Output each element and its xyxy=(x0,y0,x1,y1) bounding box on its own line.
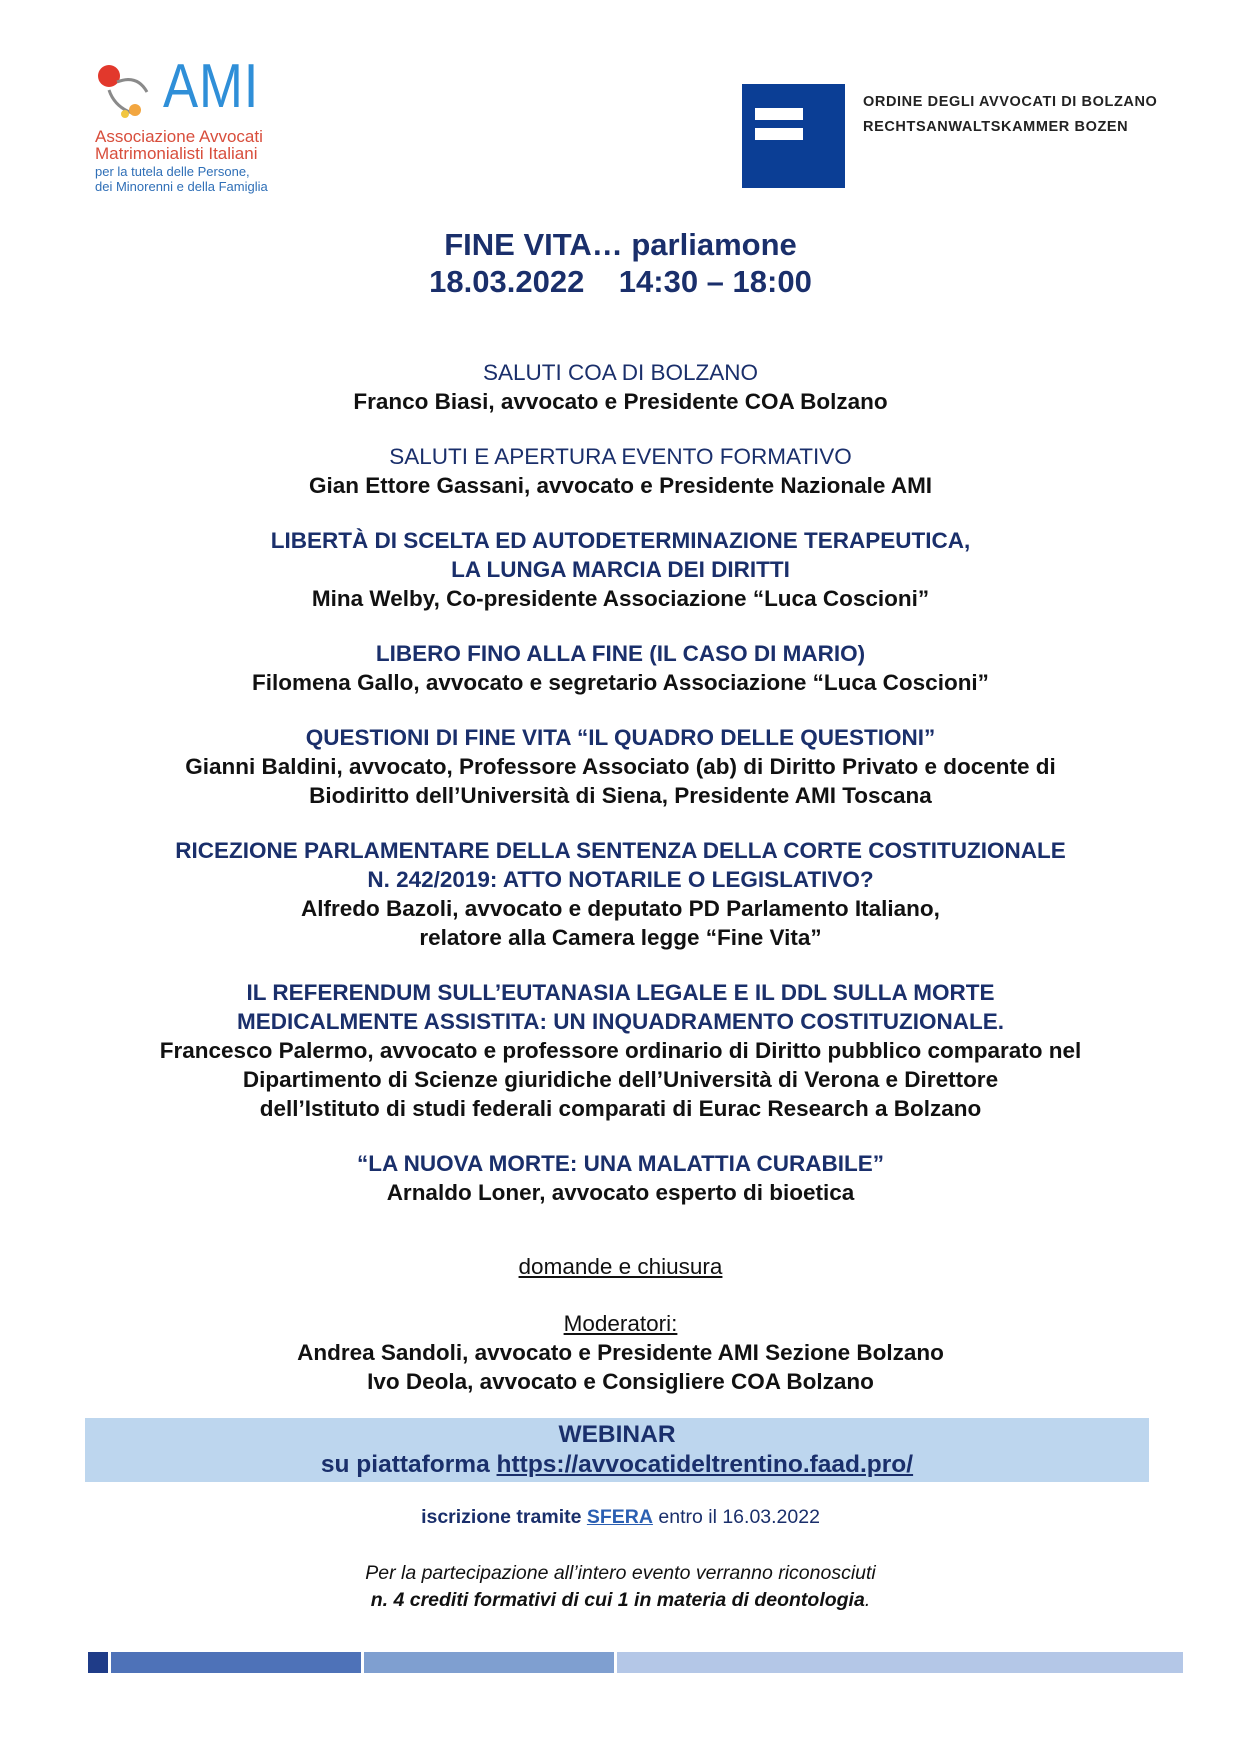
program-item xyxy=(80,639,1161,697)
footer-bar-segment xyxy=(364,1652,614,1673)
coa-name-german: RECHTSANWALTSKAMMER BOZEN xyxy=(863,119,1129,135)
program-item xyxy=(80,978,1161,1123)
session-heading: RICEZIONE PARLAMENTARE DELLA SENTENZA DELLA CORTE COSTITUZIONALE xyxy=(175,838,1066,863)
program-item xyxy=(80,526,1161,613)
session-heading: MEDICALMENTE ASSISTITA: UN INQUADRAMENTO COSTITUZIONALE. xyxy=(236,1009,1005,1034)
program-item xyxy=(80,358,1161,416)
ami-tagline-line1: per la tutela delle Persone, xyxy=(95,164,250,179)
session-heading: SALUTI COA DI BOLZANO xyxy=(482,360,759,385)
session-heading: QUESTIONI DI FINE VITA “IL QUADRO DELLE QUESTIONI” xyxy=(305,725,936,750)
credits-line2-period: . xyxy=(864,1589,871,1611)
ami-figure-icon xyxy=(95,62,157,124)
session-heading: LIBERTÀ DI SCELTA ED AUTODETERMINAZIONE TERAPEUTICA, xyxy=(270,528,971,553)
speaker-line: Dipartimento di Scienze giuridiche dell’Università di Verona e Direttore xyxy=(242,1067,999,1092)
moderator-line: Ivo Deola, avvocato e Consigliere COA Bolzano xyxy=(367,1369,874,1394)
program-item xyxy=(80,723,1161,810)
moderator-line: Andrea Sandoli, avvocato e Presidente AMI Sezione Bolzano xyxy=(297,1340,944,1365)
session-heading: LIBERO FINO ALLA FINE (IL CASO DI MARIO) xyxy=(375,641,866,666)
ami-wordmark: AMI xyxy=(163,52,260,121)
sfera-link[interactable]: SFERA xyxy=(586,1506,653,1528)
coa-logo-bar xyxy=(755,108,803,120)
moderators-list xyxy=(0,1338,1241,1396)
webinar-platform-prefix: su piattaforma xyxy=(320,1451,497,1478)
program-item xyxy=(80,442,1161,500)
webinar-link[interactable]: https://avvocatideltrentino.faad.pro/ xyxy=(496,1451,914,1478)
program-item xyxy=(80,1149,1161,1207)
ami-tagline-line2: dei Minorenni e della Famiglia xyxy=(95,179,268,194)
credits-line1: Per la partecipazione all’intero evento verranno riconosciuti xyxy=(365,1562,876,1584)
moderators-label: Moderatori: xyxy=(563,1311,678,1336)
speaker-line: relatore alla Camera legge “Fine Vita” xyxy=(419,925,822,950)
footer-color-bar xyxy=(88,1652,1183,1673)
coa-logo-mark xyxy=(742,84,845,188)
registration-deadline: entro il 16.03.2022 xyxy=(652,1506,820,1528)
program-list xyxy=(80,358,1161,1233)
session-heading: LA LUNGA MARCIA DEI DIRITTI xyxy=(451,557,790,582)
speaker-line: Alfredo Bazoli, avvocato e deputato PD Parlamento Italiano, xyxy=(301,896,940,921)
footer-bar-segment xyxy=(88,1652,108,1673)
registration-prefix: iscrizione tramite xyxy=(421,1506,587,1528)
coa-logo-bar xyxy=(755,128,803,140)
speaker-line: Gianni Baldini, avvocato, Professore Associato (ab) di Diritto Privato e docente di xyxy=(185,754,1056,779)
speaker-line: Francesco Palermo, avvocato e professore ordinario di Diritto pubblico comparato nel xyxy=(159,1038,1082,1063)
speaker-line: Filomena Gallo, avvocato e segretario Associazione “Luca Coscioni” xyxy=(252,670,989,695)
speaker-line: Franco Biasi, avvocato e Presidente COA Bolzano xyxy=(353,389,888,414)
session-heading: SALUTI E APERTURA EVENTO FORMATIVO xyxy=(389,444,852,469)
credits-line2: n. 4 crediti formativi di cui 1 in materia di deontologia xyxy=(370,1589,865,1611)
closing-note: domande e chiusura xyxy=(518,1254,723,1279)
speaker-line: Mina Welby, Co-presidente Associazione “Luca Coscioni” xyxy=(311,586,930,611)
webinar-banner xyxy=(85,1418,1149,1482)
ami-name-line1: Associazione Avvocati xyxy=(95,127,263,146)
webinar-platform-line xyxy=(85,1450,1149,1480)
speaker-line: Gian Ettore Gassani, avvocato e Presidente Nazionale AMI xyxy=(308,473,933,498)
program-item xyxy=(80,836,1161,952)
credits-note xyxy=(0,1560,1241,1614)
event-date-time: 18.03.2022 14:30 – 18:00 xyxy=(429,264,812,299)
speaker-line: Biodiritto dell’Università di Siena, Presidente AMI Toscana xyxy=(309,783,932,808)
session-heading: N. 242/2019: ATTO NOTARILE O LEGISLATIVO? xyxy=(367,867,874,892)
coa-name-italian: ORDINE DEGLI AVVOCATI DI BOLZANO xyxy=(863,94,1158,110)
footer-bar-segment xyxy=(617,1652,1183,1673)
ami-logo xyxy=(95,52,305,198)
event-title: FINE VITA… parliamone xyxy=(444,227,797,262)
webinar-title: WEBINAR xyxy=(558,1421,676,1448)
ami-name-line2: Matrimonialisti Italiani xyxy=(95,144,258,163)
session-heading: IL REFERENDUM SULL’EUTANASIA LEGALE E IL DDL SULLA MORTE xyxy=(246,980,995,1005)
speaker-line: Arnaldo Loner, avvocato esperto di bioetica xyxy=(386,1180,855,1205)
footer-bar-segment xyxy=(111,1652,361,1673)
session-heading: “LA NUOVA MORTE: UNA MALATTIA CURABILE” xyxy=(356,1151,885,1176)
registration-line xyxy=(0,1506,1241,1529)
speaker-line: dell’Istituto di studi federali comparati di Eurac Research a Bolzano xyxy=(259,1096,982,1121)
